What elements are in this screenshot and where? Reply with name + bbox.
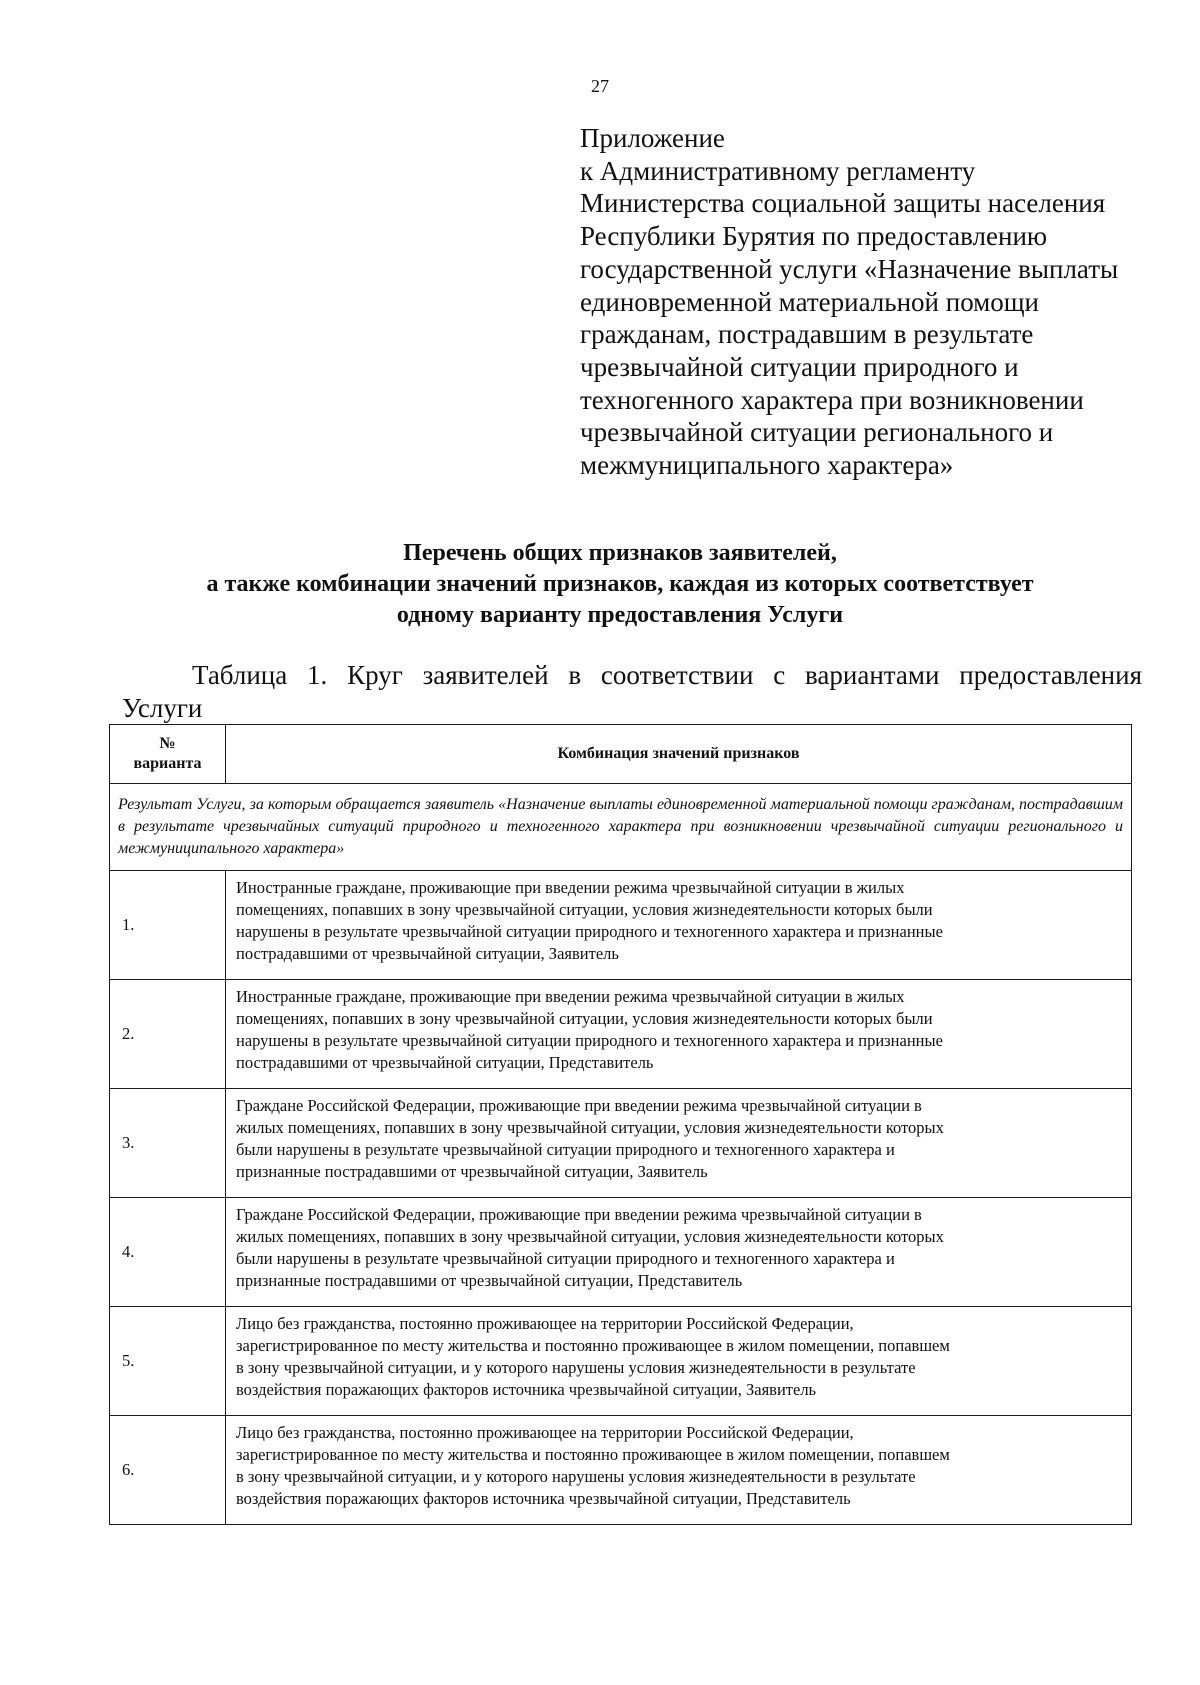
description-line: Лицо без гражданства, постоянно проживающее на территории Российской Федерации,: [236, 1423, 854, 1442]
appendix-line: межмуниципального характера»: [580, 450, 954, 481]
variant-description: [226, 1416, 1132, 1525]
variant-number: 1.: [110, 871, 226, 980]
description-line: нарушены в результате чрезвычайной ситуации природного и техногенного характера и признанные: [236, 1031, 943, 1050]
description-line: пострадавшими от чрезвычайной ситуации, Заявитель: [236, 944, 619, 963]
description-line: воздействия поражающих факторов источника чрезвычайной ситуации, Представитель: [236, 1489, 851, 1508]
header-combination: Комбинация значений признаков: [226, 725, 1132, 784]
description-line: нарушены в результате чрезвычайной ситуации природного и техногенного характера и признанные: [236, 922, 943, 941]
table-row: [110, 1089, 1132, 1198]
appendix-line: Приложение: [580, 123, 725, 153]
variant-number: 2.: [110, 980, 226, 1089]
appendix-header: [580, 122, 1180, 482]
variant-description: [226, 1198, 1132, 1307]
description-line: были нарушены в результате чрезвычайной ситуации природного и техногенного характера и: [236, 1140, 895, 1159]
variant-description: [226, 980, 1132, 1089]
title-line: одному варианту предоставления Услуги: [396, 602, 844, 628]
description-line: зарегистрированное по месту жительства и постоянно проживающее в жилом помещении, попавшем: [236, 1336, 950, 1355]
appendix-line: чрезвычайной ситуации регионального и: [580, 417, 1054, 448]
appendix-line: единовременной материальной помощи: [580, 286, 1039, 317]
description-line: помещениях, попавших в зону чрезвычайной ситуации, условия жизнедеятельности которых были: [236, 1009, 933, 1028]
description-line: Иностранные граждане, проживающие при введении режима чрезвычайной ситуации в жилых: [236, 987, 905, 1006]
table-row: [110, 1198, 1132, 1307]
title-line: Перечень общих признаков заявителей,: [403, 540, 837, 566]
appendix-line: государственной услуги «Назначение выплаты: [580, 253, 1119, 284]
description-line: в зону чрезвычайной ситуации, и у которого нарушены условия жизнедеятельности в результате: [236, 1358, 916, 1377]
variant-number: 6.: [110, 1416, 226, 1525]
appendix-line: Министерства социальной защиты населения: [580, 188, 1106, 219]
header-num-label: варианта: [133, 755, 202, 772]
description-line: Граждане Российской Федерации, проживающие при введении режима чрезвычайной ситуации в: [236, 1205, 922, 1224]
document-title: [100, 538, 1140, 631]
description-line: помещениях, попавших в зону чрезвычайной ситуации, условия жизнедеятельности которых были: [236, 900, 933, 919]
description-line: пострадавшими от чрезвычайной ситуации, Представитель: [236, 1053, 654, 1072]
page-number: 27: [591, 76, 609, 96]
description-line: признанные пострадавшими от чрезвычайной ситуации, Заявитель: [236, 1162, 708, 1181]
appendix-line: техногенного характера при возникновении: [580, 384, 1084, 415]
appendix-line: гражданам, пострадавшим в результате: [580, 319, 1034, 350]
description-line: зарегистрированное по месту жительства и постоянно проживающее в жилом помещении, попавшем: [236, 1445, 950, 1464]
description-line: Лицо без гражданства, постоянно проживающее на территории Российской Федерации,: [236, 1314, 854, 1333]
result-row: [110, 784, 1132, 871]
table-header-row: [110, 725, 1132, 784]
variant-description: [226, 871, 1132, 980]
variant-description: [226, 1307, 1132, 1416]
variants-table: [109, 724, 1132, 1525]
appendix-line: чрезвычайной ситуации природного и: [580, 351, 1019, 382]
variant-number: 5.: [110, 1307, 226, 1416]
description-line: воздействия поражающих факторов источника чрезвычайной ситуации, Заявитель: [236, 1380, 817, 1399]
title-line: а также комбинации значений признаков, каждая из которых соответствует: [206, 571, 1034, 597]
description-line: в зону чрезвычайной ситуации, и у которого нарушены условия жизнедеятельности в результате: [236, 1467, 916, 1486]
variant-description: [226, 1089, 1132, 1198]
result-description: Результат Услуги, за которым обращается заявитель «Назначение выплаты единовременной материальной помощи гражданам, пострадавшим в результате чрезвычайных ситуаций природного и техногенного характера при возникновении чрезвычайной ситуации регионального и межмуниципального характера»: [110, 784, 1132, 871]
description-line: жилых помещениях, попавших в зону чрезвычайной ситуации, условия жизнедеятельности которых: [236, 1227, 944, 1246]
appendix-line: к Административному регламенту: [580, 155, 976, 186]
table-row: [110, 1416, 1132, 1525]
table-caption-line: Таблица 1. Круг заявителей в соответствии с вариантами предоставления: [192, 660, 1142, 690]
description-line: Иностранные граждане, проживающие при введении режима чрезвычайной ситуации в жилых: [236, 878, 905, 897]
table-caption: [122, 659, 1142, 725]
header-variant-number: [110, 725, 226, 784]
description-line: были нарушены в результате чрезвычайной ситуации природного и техногенного характера и: [236, 1249, 895, 1268]
appendix-line: Республики Бурятия по предоставлению: [580, 221, 1048, 252]
description-line: признанные пострадавшими от чрезвычайной ситуации, Представитель: [236, 1271, 743, 1290]
table-row: [110, 1307, 1132, 1416]
description-line: Граждане Российской Федерации, проживающие при введении режима чрезвычайной ситуации в: [236, 1096, 922, 1115]
variant-number: 3.: [110, 1089, 226, 1198]
description-line: жилых помещениях, попавших в зону чрезвычайной ситуации, условия жизнедеятельности которых: [236, 1118, 944, 1137]
table-row: [110, 871, 1132, 980]
variant-number: 4.: [110, 1198, 226, 1307]
table-row: [110, 980, 1132, 1089]
header-num-symbol: №: [159, 735, 176, 752]
table-caption-line: Услуги: [122, 693, 203, 723]
